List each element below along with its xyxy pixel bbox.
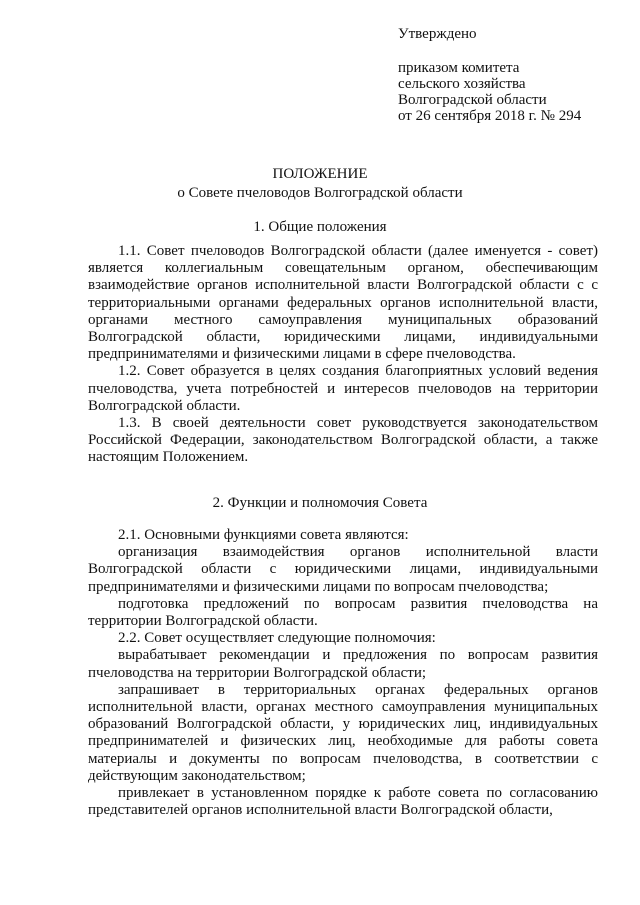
paragraph: вырабатывает рекомендации и предложения по вопросам развития пчеловодства на территории Волгоградской области; xyxy=(88,647,598,681)
section-1-heading: 1. Общие положения xyxy=(253,219,387,235)
approval-stamp xyxy=(398,26,581,124)
paragraph: организация взаимодействия органов исполнительной власти Волгоградской области с юридическими лицами, индивидуальными предпринимателями и физическими лицами по вопросам пчеловодства; xyxy=(88,544,598,595)
approval-line: приказом комитета xyxy=(398,60,520,76)
paragraph: 1.1. Совет пчеловодов Волгоградской области (далее именуется - совет) является коллегиальным совещательным органом, обеспечивающим взаимодействие органов исполнительной власти Волгоградской области с с территориальными органами федеральных органов исполнительной власти, органами местного самоуправления муниципальных образований Волгоградской области, юридическими лицами, индивидуальными предпринимателями и физическими лицами в сфере пчеловодства. xyxy=(88,243,598,363)
section-1-body xyxy=(88,243,598,467)
paragraph: подготовка предложений по вопросам развития пчеловодства на территории Волгоградской области. xyxy=(88,595,598,630)
paragraph: привлекает в установленном порядке к работе совета по согласованию представителей органов исполнительной власти Волгоградской области, xyxy=(88,785,598,819)
paragraph: 2.1. Основными функциями совета являются: xyxy=(118,527,409,543)
approval-approved: Утверждено xyxy=(398,26,477,42)
paragraph: 1.3. В своей деятельности совет руководствуется законодательством Российской Федерации, законодательством Волгоградской области, а также настоящим Положением. xyxy=(88,415,598,466)
paragraph: 2.2. Совет осуществляет следующие полномочия: xyxy=(118,630,436,647)
approval-line: сельского хозяйства xyxy=(398,76,526,92)
section-2-heading: 2. Функции и полномочия Совета xyxy=(212,495,428,511)
section-2-body xyxy=(88,527,598,819)
approval-line: Волгоградской области xyxy=(398,92,547,108)
paragraph: запрашивает в территориальных органах федеральных органов исполнительной власти, органах местного самоуправления муниципальных образований Волгоградской области, у юридических лиц, индивидуальных предпринимателей и физических лиц, необходимые для работы совета материалы и документы по вопросам пчеловодства, в соответствии с действующим законодательством; xyxy=(88,681,598,784)
document-title: ПОЛОЖЕНИЕ xyxy=(272,166,368,182)
document-subtitle: о Совете пчеловодов Волгоградской области xyxy=(177,185,463,201)
paragraph: 1.2. Совет образуется в целях создания благоприятных условий ведения пчеловодства, учета потребностей и интересов пчеловодов на территории Волгоградской области. xyxy=(88,363,598,414)
approval-line: от 26 сентября 2018 г. № 294 xyxy=(398,108,582,124)
